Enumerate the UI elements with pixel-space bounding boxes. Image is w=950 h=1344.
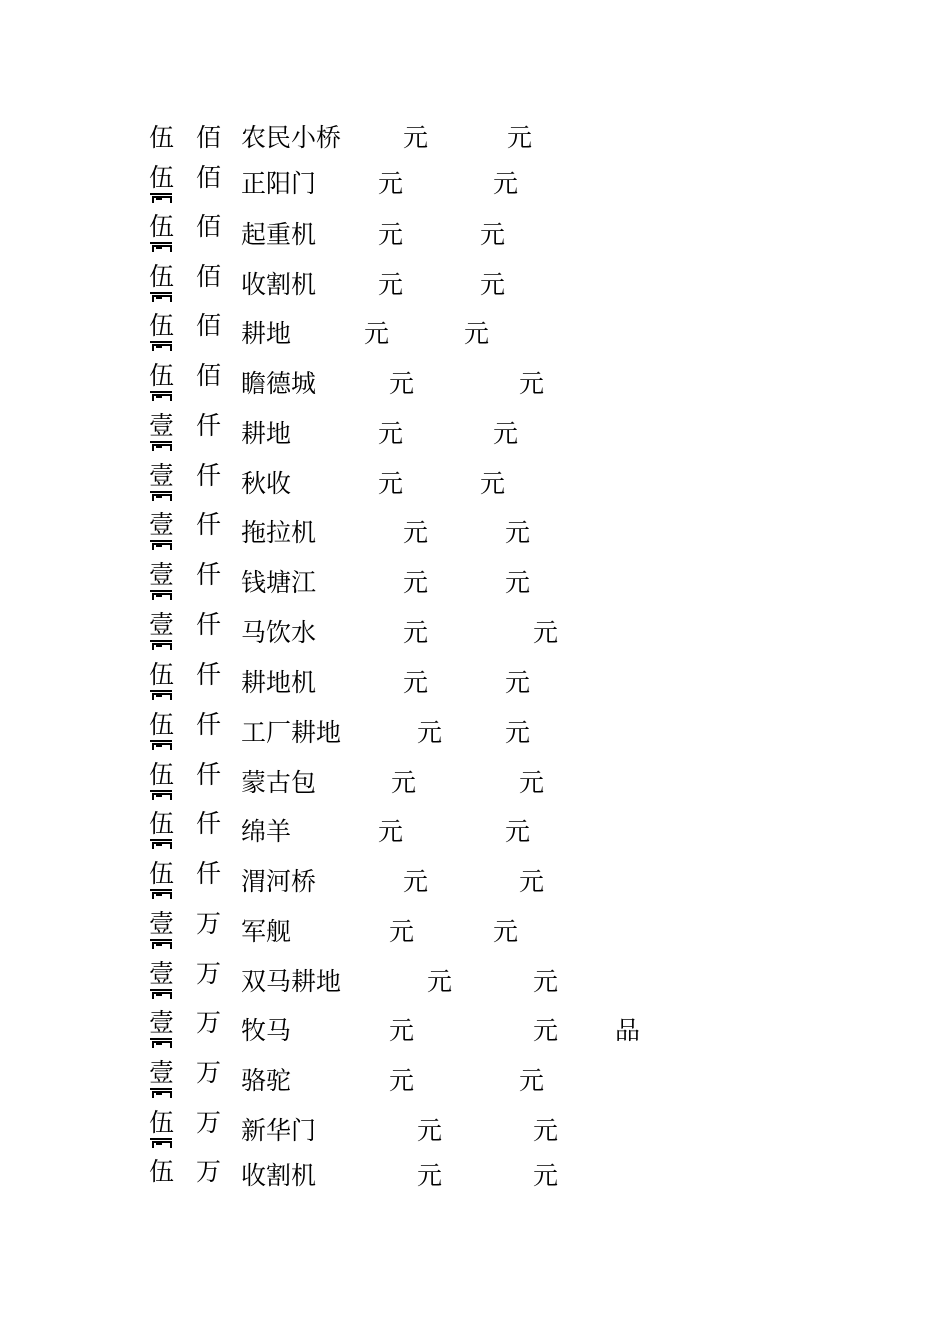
list-item [0,262,950,302]
list-item [0,212,950,252]
note-name: 秋收 [241,469,292,498]
cropped-glyph [150,341,172,350]
price-unit-1: 元 [403,668,429,697]
price-unit-2: 元 [480,220,506,249]
denomination-numeral: 壹 [149,461,175,490]
note-name: 渭河桥 [241,867,317,896]
note-name: 收割机 [241,1161,317,1190]
cropped-glyph [150,939,172,948]
list-item [0,510,950,550]
denomination-numeral: 伍 [149,262,175,291]
price-unit-2: 元 [464,319,490,348]
list-item [0,1008,950,1048]
price-unit-2: 元 [519,867,545,896]
denomination-numeral: 壹 [149,411,175,440]
price-unit-2: 元 [533,618,559,647]
denomination-numeral: 壹 [149,959,175,988]
cropped-glyph [150,391,172,400]
price-unit-2: 元 [519,1066,545,1095]
price-unit-1: 元 [403,123,429,152]
price-unit-1: 元 [378,220,404,249]
list-item [0,909,950,949]
price-unit-2: 元 [493,169,519,198]
denomination-unit: 仟 [196,660,222,689]
cropped-glyph [150,640,172,649]
extra-note: 品 [615,1016,641,1045]
cropped-glyph [150,1088,172,1097]
denomination-unit: 仟 [196,760,222,789]
price-unit-2: 元 [505,668,531,697]
denomination-numeral: 伍 [149,311,175,340]
price-unit-2: 元 [533,1016,559,1045]
list-item [0,560,950,600]
denomination-numeral: 伍 [149,809,175,838]
denomination-numeral: 伍 [149,1157,175,1186]
list-item [0,660,950,700]
list-item [0,123,950,163]
denomination-unit: 佰 [196,212,222,241]
price-unit-1: 元 [403,618,429,647]
price-unit-2: 元 [519,369,545,398]
list-item [0,959,950,999]
price-unit-2: 元 [505,568,531,597]
price-unit-1: 元 [364,319,390,348]
price-unit-2: 元 [493,419,519,448]
cropped-glyph [150,441,172,450]
price-unit-1: 元 [417,718,443,747]
denomination-numeral: 伍 [149,361,175,390]
list-item [0,610,950,650]
cropped-glyph [150,839,172,848]
denomination-numeral: 伍 [149,859,175,888]
note-name: 骆驼 [241,1066,292,1095]
price-unit-2: 元 [505,518,531,547]
price-unit-1: 元 [427,967,453,996]
cropped-glyph [150,292,172,301]
denomination-numeral: 壹 [149,560,175,589]
cropped-glyph [150,790,172,799]
cropped-glyph [150,193,172,202]
list-item [0,710,950,750]
denomination-unit: 万 [196,1008,222,1037]
denomination-numeral: 伍 [149,710,175,739]
price-unit-1: 元 [389,1066,415,1095]
cropped-glyph [150,540,172,549]
cropped-glyph [150,590,172,599]
cropped-glyph [150,491,172,500]
price-unit-2: 元 [480,469,506,498]
denomination-numeral: 伍 [149,760,175,789]
list-item [0,461,950,501]
denomination-unit: 仟 [196,710,222,739]
note-name: 绵羊 [241,817,292,846]
denomination-numeral: 伍 [149,212,175,241]
cropped-glyph [150,889,172,898]
price-unit-1: 元 [403,568,429,597]
note-name: 双马耕地 [241,967,342,996]
cropped-glyph [150,1138,172,1147]
note-name: 收割机 [241,270,317,299]
denomination-numeral: 壹 [149,1058,175,1087]
list-item [0,859,950,899]
price-unit-1: 元 [403,518,429,547]
note-name: 钱塘江 [241,568,317,597]
price-unit-1: 元 [391,768,417,797]
list-item [0,311,950,351]
price-unit-1: 元 [389,917,415,946]
note-name: 新华门 [241,1116,317,1145]
note-name: 马饮水 [241,618,317,647]
price-unit-1: 元 [417,1161,443,1190]
list-item [0,163,950,203]
denomination-unit: 万 [196,1157,222,1186]
note-name: 正阳门 [241,169,317,198]
denomination-numeral: 壹 [149,909,175,938]
note-name: 军舰 [241,917,292,946]
denomination-unit: 佰 [196,163,222,192]
note-name: 牧马 [241,1016,292,1045]
denomination-unit: 仟 [196,809,222,838]
price-unit-2: 元 [493,917,519,946]
denomination-unit: 佰 [196,262,222,291]
denomination-numeral: 伍 [149,1108,175,1137]
list-item [0,1108,950,1148]
denomination-unit: 仟 [196,461,222,490]
cropped-glyph [150,1038,172,1047]
denomination-numeral: 壹 [149,1008,175,1037]
cropped-glyph [150,989,172,998]
denomination-numeral: 伍 [149,163,175,192]
price-unit-1: 元 [378,270,404,299]
list-item [0,1058,950,1098]
price-unit-1: 元 [417,1116,443,1145]
list-item [0,361,950,401]
cropped-glyph [150,690,172,699]
note-name: 耕地 [241,419,292,448]
list-item [0,760,950,800]
price-unit-1: 元 [389,1016,415,1045]
note-name: 瞻德城 [241,369,317,398]
denomination-numeral: 壹 [149,510,175,539]
price-unit-1: 元 [403,867,429,896]
price-unit-1: 元 [378,817,404,846]
list-item [0,809,950,849]
denomination-numeral: 伍 [149,660,175,689]
price-unit-2: 元 [505,718,531,747]
note-name: 拖拉机 [241,518,317,547]
price-unit-1: 元 [389,369,415,398]
denomination-unit: 佰 [196,123,222,152]
price-unit-1: 元 [378,169,404,198]
denomination-unit: 万 [196,959,222,988]
list-item [0,1157,950,1197]
denomination-unit: 仟 [196,610,222,639]
denomination-numeral: 伍 [149,123,175,152]
price-unit-1: 元 [378,419,404,448]
price-unit-2: 元 [533,967,559,996]
price-unit-2: 元 [533,1116,559,1145]
cropped-glyph [150,740,172,749]
price-unit-1: 元 [378,469,404,498]
note-name: 耕地机 [241,668,317,697]
note-name: 耕地 [241,319,292,348]
note-name: 起重机 [241,220,317,249]
price-unit-2: 元 [507,123,533,152]
note-name: 农民小桥 [241,123,342,152]
denomination-unit: 仟 [196,510,222,539]
note-name: 蒙古包 [241,768,317,797]
denomination-unit: 万 [196,909,222,938]
list-item [0,411,950,451]
denomination-unit: 万 [196,1108,222,1137]
denomination-unit: 万 [196,1058,222,1087]
price-unit-2: 元 [519,768,545,797]
denomination-unit: 仟 [196,859,222,888]
denomination-numeral: 壹 [149,610,175,639]
price-unit-2: 元 [533,1161,559,1190]
denomination-unit: 佰 [196,361,222,390]
price-unit-2: 元 [480,270,506,299]
denomination-unit: 仟 [196,411,222,440]
note-name: 工厂耕地 [241,718,342,747]
denomination-unit: 仟 [196,560,222,589]
cropped-glyph [150,242,172,251]
price-unit-2: 元 [505,817,531,846]
denomination-unit: 佰 [196,311,222,340]
